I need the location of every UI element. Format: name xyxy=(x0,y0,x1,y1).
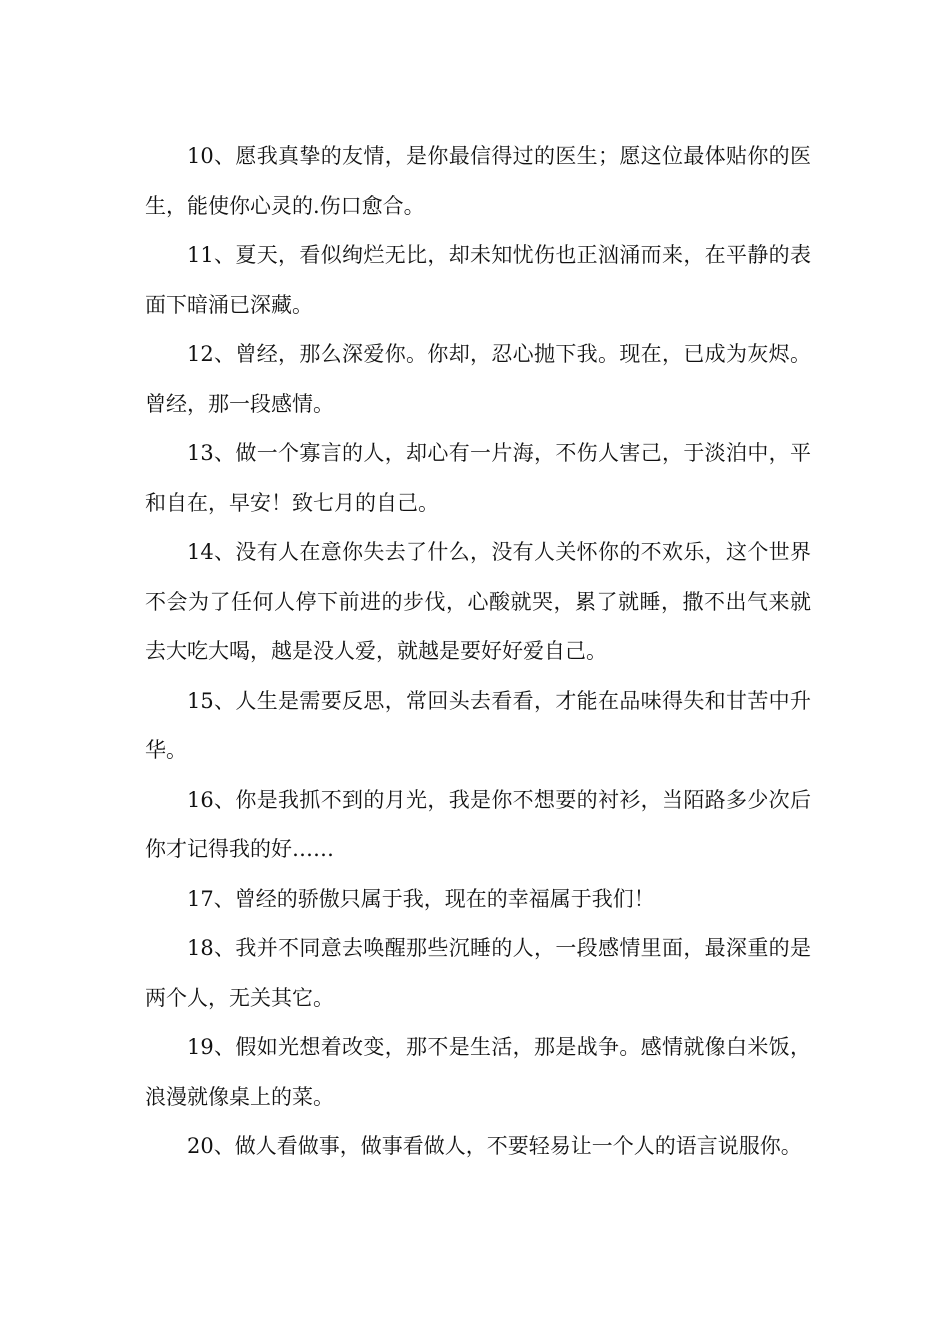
paragraph-12: 12、曾经，那么深爱你。你却，忍心抛下我。现在，已成为灰烬。曾经，那一段感情。 xyxy=(145,342,811,416)
paragraph-16: 16、你是我抓不到的月光，我是你不想要的衬衫，当陌路多少次后你才记得我的好…… xyxy=(145,787,811,861)
paragraph-13: 13、做一个寡言的人，却心有一片海，不伤人害己，于淡泊中，平和自在，早安！致七月的自己。 xyxy=(145,441,811,515)
paragraph-10: 10、愿我真挚的友情，是你最信得过的医生；愿这位最体贴你的医生，能使你心灵的.伤口愈合。 xyxy=(145,144,811,218)
paragraph-18: 18、我并不同意去唤醒那些沉睡的人，一段感情里面，最深重的是两个人，无关其它。 xyxy=(145,936,811,1010)
paragraph-14: 14、没有人在意你失去了什么，没有人关怀你的不欢乐，这个世界不会为了任何人停下前进的步伐，心酸就哭，累了就睡，撒不出气来就去大吃大喝，越是没人爱，就越是要好好爱自己。 xyxy=(145,540,811,663)
paragraph-11: 11、夏天，看似绚烂无比，却未知忧伤也正汹涌而来，在平静的表面下暗涌已深藏。 xyxy=(145,243,811,317)
document-body xyxy=(145,132,811,1172)
paragraph-17: 17、曾经的骄傲只属于我，现在的幸福属于我们！ xyxy=(187,886,655,911)
paragraph-20: 20、做人看做事，做事看做人，不要轻易让一个人的语言说服你。 xyxy=(187,1134,802,1158)
paragraph-19: 19、假如光想着改变，那不是生活，那是战争。感情就像白米饭，浪漫就像桌上的菜。 xyxy=(145,1035,811,1109)
paragraph-15: 15、人生是需要反思，常回头去看看，才能在品味得失和甘苦中升华。 xyxy=(145,688,811,762)
